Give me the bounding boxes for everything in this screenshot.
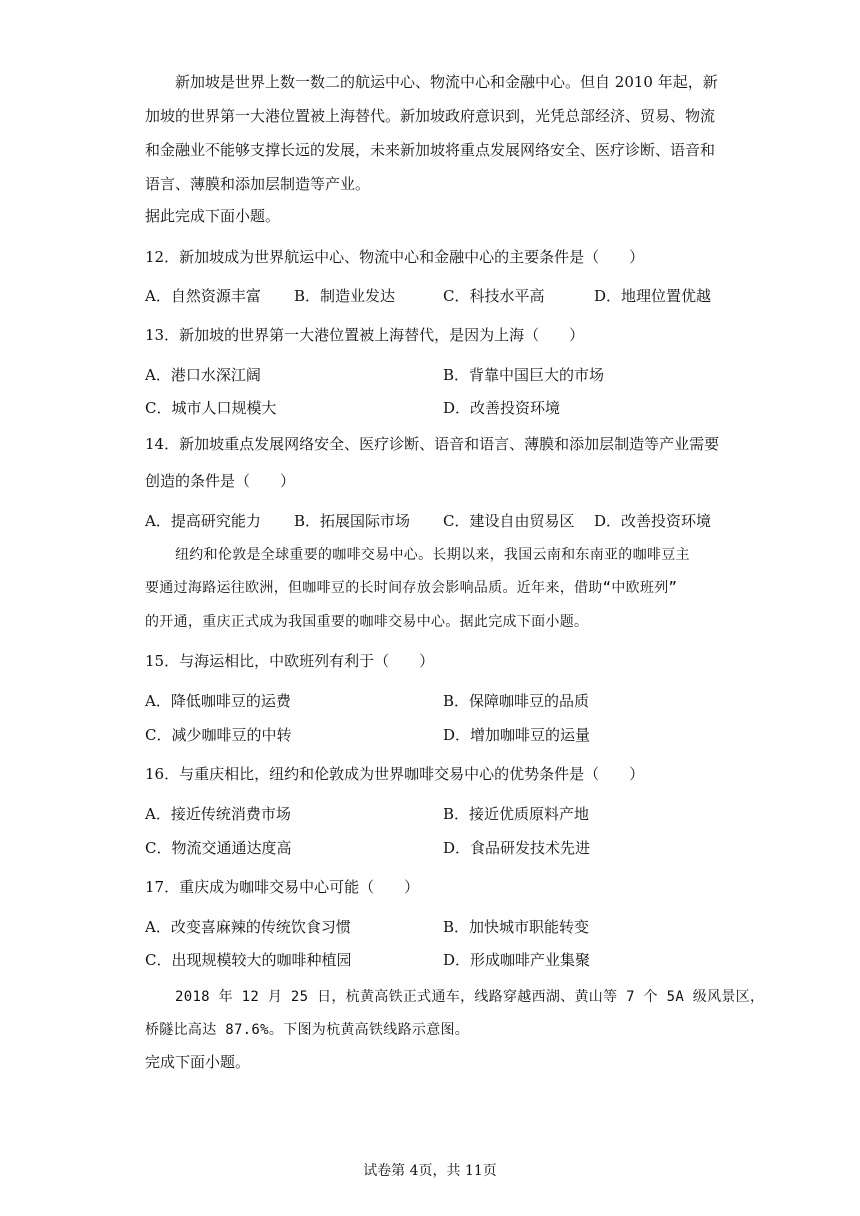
question-14-option-a: A．提高研究能力 [145, 512, 261, 530]
question-16-option-d: D．食品研发技术先进 [443, 839, 591, 857]
question-17-option-c: C．出现规模较大的咖啡种植园 [145, 951, 352, 969]
passage-1-line-1: 新加坡是世界上数一数二的航运中心、物流中心和金融中心。但自 2010 年起，新 [175, 73, 718, 91]
passage-1-line-2: 加坡的世界第一大港位置被上海替代。新加坡政府意识到，光凭总部经济、贸易、物流 [145, 107, 716, 125]
question-16-option-a: A．接近传统消费市场 [145, 805, 291, 823]
passage-1-instruction: 据此完成下面小题。 [145, 207, 281, 225]
question-15-option-c: C．减少咖啡豆的中转 [145, 726, 292, 744]
question-17-option-d: D．形成咖啡产业集聚 [443, 951, 591, 969]
passage-3-line-1: 2018 年 12 月 25 日，杭黄高铁正式通车，线路穿越西湖、黄山等 7 个 5A 级风景区， [175, 989, 765, 1005]
question-13-stem: 13．新加坡的世界第一大港位置被上海替代，是因为上海（ ） [145, 326, 585, 344]
passage-3-instruction: 完成下面小题。 [145, 1053, 251, 1071]
question-14-stem-line-1: 14．新加坡重点发展网络安全、医疗诊断、语音和语言、薄膜和添加层制造等产业需要 [145, 435, 720, 453]
question-16-stem: 16．与重庆相比，纽约和伦敦成为世界咖啡交易中心的优势条件是（ ） [145, 765, 645, 783]
question-14-stem-line-2: 创造的条件是（ ） [145, 472, 296, 490]
passage-2-line-3: 的开通，重庆正式成为我国重要的咖啡交易中心。据此完成下面小题。 [145, 614, 589, 630]
passage-1-line-4: 语言、薄膜和添加层制造等产业。 [145, 175, 371, 193]
question-14-option-c: C．建设自由贸易区 [443, 512, 575, 530]
passage-3-line-2: 桥隧比高达 87.6%。下图为杭黄高铁线路示意图。 [145, 1022, 470, 1038]
passage-2-line-2: 要通过海路运往欧洲，但咖啡豆的长时间存放会影响品质。近年来，借助“中欧班列” [145, 580, 678, 596]
question-15-option-d: D．增加咖啡豆的运量 [443, 726, 591, 744]
passage-1-line-3: 和金融业不能够支撑长远的发展，未来新加坡将重点发展网络安全、医疗诊断、语音和 [145, 141, 716, 159]
question-12-option-a: A．自然资源丰富 [145, 287, 261, 305]
question-15-stem: 15．与海运相比，中欧班列有利于（ ） [145, 652, 435, 670]
question-16-option-c: C．物流交通通达度高 [145, 839, 292, 857]
question-12-option-b: B．制造业发达 [294, 287, 396, 305]
question-14-option-d: D．改善投资环境 [594, 512, 712, 530]
question-17-option-a: A．改变喜麻辣的传统饮食习惯 [145, 918, 351, 936]
page-footer: 试卷第 4页，共 11页 [363, 1163, 497, 1179]
question-12-option-c: C．科技水平高 [443, 287, 545, 305]
question-13-option-d: D．改善投资环境 [443, 399, 561, 417]
question-14-option-b: B．拓展国际市场 [294, 512, 411, 530]
question-15-option-b: B．保障咖啡豆的品质 [443, 692, 590, 710]
passage-2-line-1: 纽约和伦敦是全球重要的咖啡交易中心。长期以来，我国云南和东南亚的咖啡豆主 [175, 547, 690, 563]
question-12-stem: 12．新加坡成为世界航运中心、物流中心和金融中心的主要条件是（ ） [145, 248, 645, 266]
question-12-option-d: D．地理位置优越 [594, 287, 712, 305]
question-13-option-b: B．背靠中国巨大的市场 [443, 366, 605, 384]
question-17-stem: 17．重庆成为咖啡交易中心可能（ ） [145, 878, 420, 896]
question-13-option-c: C．城市人口规模大 [145, 399, 277, 417]
question-17-option-b: B．加快城市职能转变 [443, 918, 590, 936]
question-15-option-a: A．降低咖啡豆的运费 [145, 692, 291, 710]
question-13-option-a: A．港口水深江阔 [145, 366, 261, 384]
question-16-option-b: B．接近优质原料产地 [443, 805, 590, 823]
